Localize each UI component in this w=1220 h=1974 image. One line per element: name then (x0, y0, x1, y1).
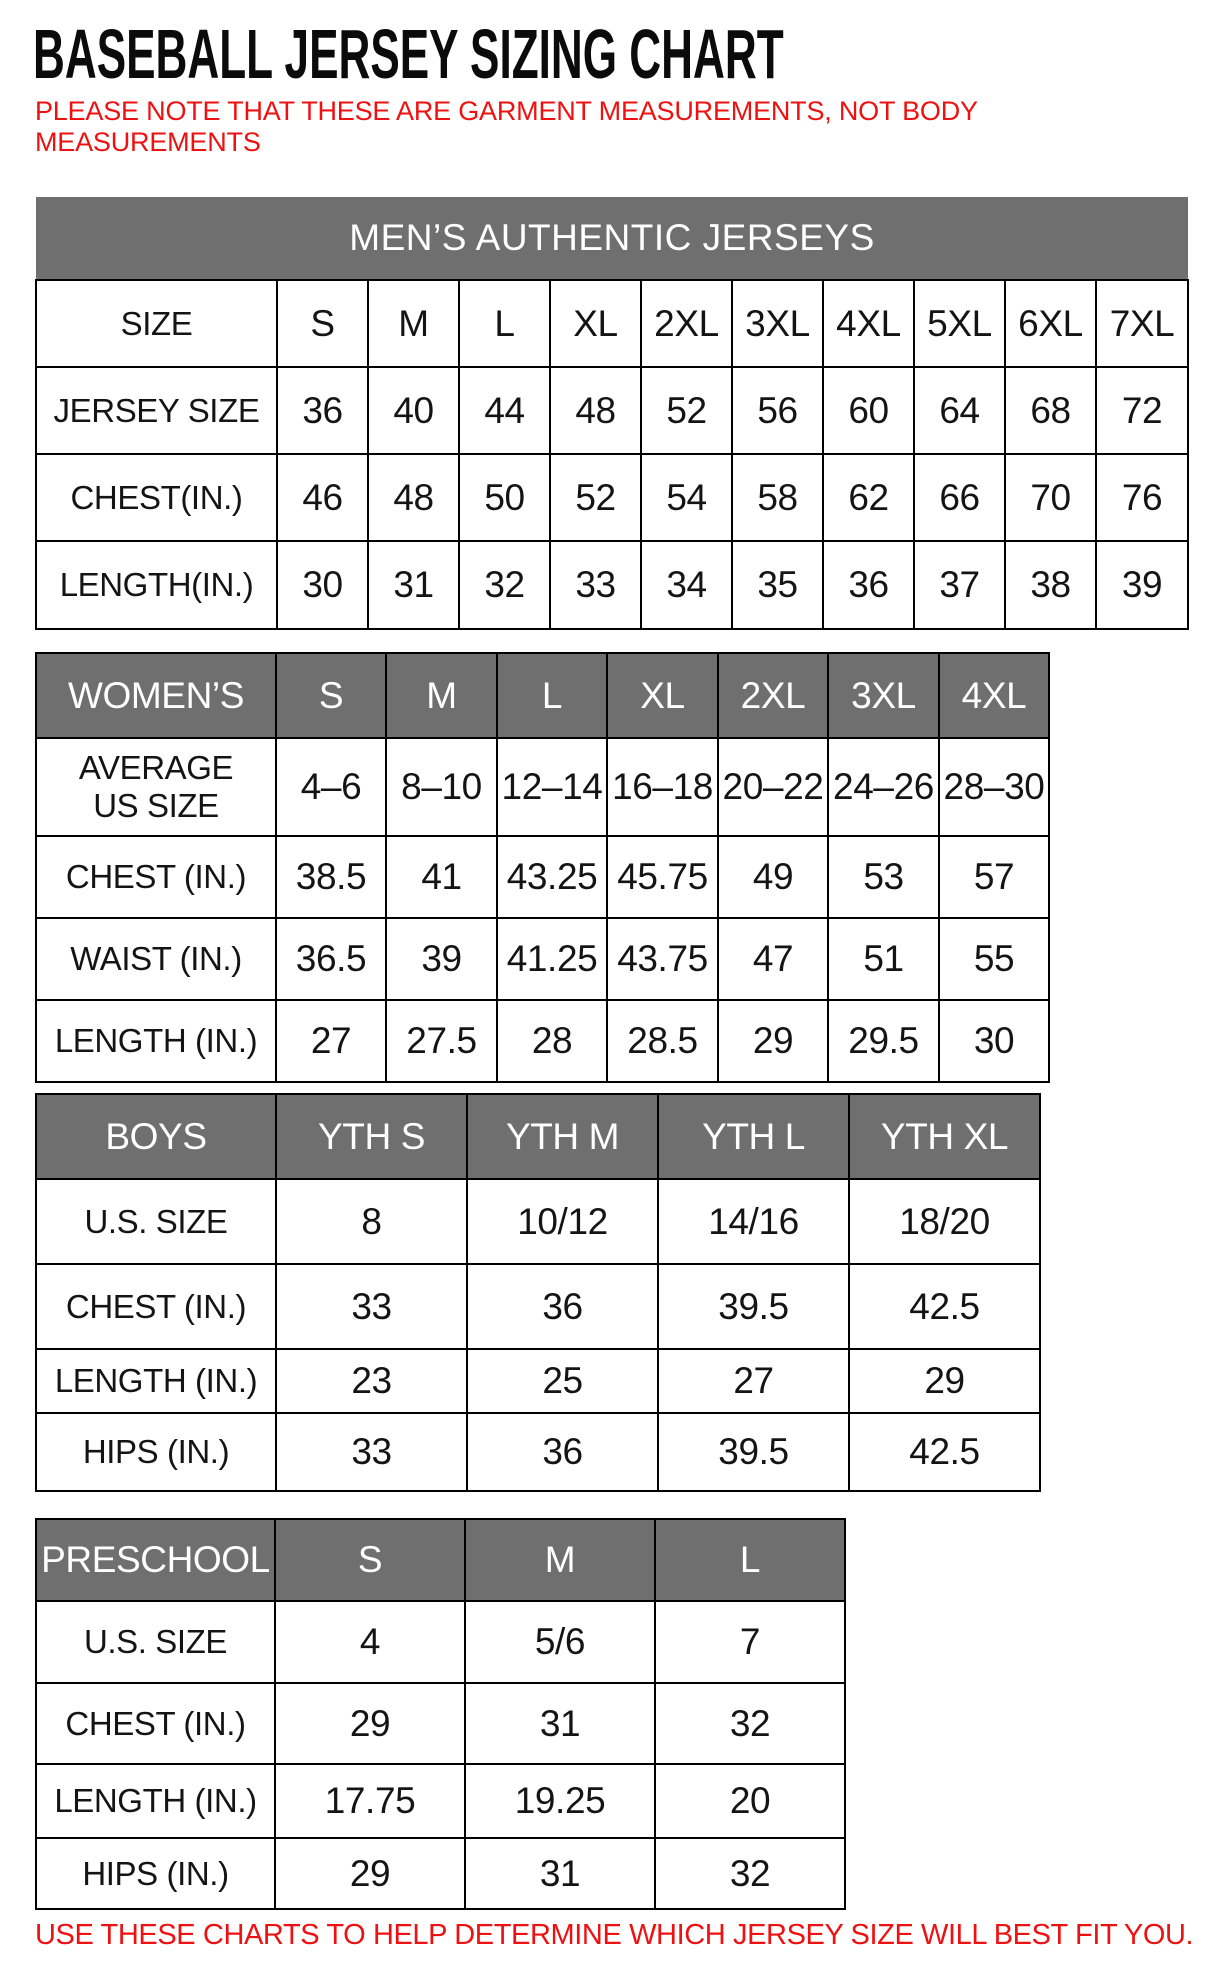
cell-value: 14/16 (658, 1179, 849, 1264)
row-label: LENGTH (IN.) (36, 1000, 276, 1082)
cell-value: 47 (718, 918, 828, 1000)
row-label: U.S. SIZE (36, 1601, 275, 1683)
cell-value: 60 (823, 367, 914, 454)
cell-value: 56 (732, 367, 823, 454)
cell-value: 32 (459, 541, 550, 629)
mens-table (35, 197, 1189, 630)
table-title: BOYS (36, 1094, 276, 1179)
garment-measurement-note (35, 96, 978, 158)
cell-value: 57 (939, 836, 1049, 918)
cell-value: 7 (655, 1601, 845, 1683)
cell-value: 35 (732, 541, 823, 629)
cell-value: 52 (641, 367, 732, 454)
row-label: SIZE (36, 280, 277, 367)
table-row (36, 454, 1188, 541)
note-line-1: PLEASE NOTE THAT THESE ARE GARMENT MEASUREMENTS, NOT BODY (35, 96, 978, 126)
cell-value: 33 (276, 1413, 467, 1491)
footer-note: USE THESE CHARTS TO HELP DETERMINE WHICH JERSEY SIZE WILL BEST FIT YOU. (35, 1919, 1194, 1951)
table-header-row (36, 197, 1188, 280)
row-label: U.S. SIZE (36, 1179, 276, 1264)
cell-value: 33 (550, 541, 641, 629)
cell-value: 49 (718, 836, 828, 918)
mens-sizing-table (35, 197, 1189, 630)
table-row (36, 367, 1188, 454)
womens-table (35, 652, 1050, 1083)
womens-sizing-table (35, 652, 1050, 1083)
size-column-header: XL (607, 653, 718, 738)
cell-value: M (368, 280, 459, 367)
preschool-table (35, 1518, 846, 1910)
cell-value: 43.75 (607, 918, 718, 1000)
cell-value: 27 (276, 1000, 386, 1082)
cell-value: 7XL (1096, 280, 1188, 367)
cell-value: 12–14 (497, 738, 607, 836)
row-label: AVERAGE US SIZE (36, 738, 276, 836)
cell-value: 2XL (641, 280, 732, 367)
cell-value: 38 (1005, 541, 1096, 629)
cell-value: 46 (277, 454, 368, 541)
row-label: HIPS (IN.) (36, 1413, 276, 1491)
cell-value: 42.5 (849, 1264, 1040, 1349)
row-label: LENGTH (IN.) (36, 1764, 275, 1838)
row-label: JERSEY SIZE (36, 367, 277, 454)
cell-value: 18/20 (849, 1179, 1040, 1264)
table-row (36, 1179, 1040, 1264)
cell-value: 27.5 (386, 1000, 497, 1082)
cell-value: 30 (277, 541, 368, 629)
size-column-header: L (655, 1519, 845, 1601)
cell-value: 31 (465, 1683, 655, 1764)
table-title: WOMEN’S (36, 653, 276, 738)
cell-value: 40 (368, 367, 459, 454)
cell-value: 4XL (823, 280, 914, 367)
row-label: LENGTH(IN.) (36, 541, 277, 629)
cell-value: S (277, 280, 368, 367)
table-header-row (36, 1094, 1040, 1179)
cell-value: 55 (939, 918, 1049, 1000)
row-label: CHEST (IN.) (36, 1264, 276, 1349)
cell-value: 27 (658, 1349, 849, 1413)
row-label: CHEST (IN.) (36, 1683, 275, 1764)
cell-value: 19.25 (465, 1764, 655, 1838)
table-title: MEN’S AUTHENTIC JERSEYS (36, 197, 1188, 280)
table-row (36, 1000, 1049, 1082)
table-row (36, 541, 1188, 629)
row-label: CHEST (IN.) (36, 836, 276, 918)
cell-value: 6XL (1005, 280, 1096, 367)
size-column-header: 4XL (939, 653, 1049, 738)
row-label: HIPS (IN.) (36, 1838, 275, 1909)
cell-value: 16–18 (607, 738, 718, 836)
cell-value: 24–26 (828, 738, 939, 836)
cell-value: 48 (550, 367, 641, 454)
table-header-row (36, 653, 1049, 738)
size-column-header: L (497, 653, 607, 738)
cell-value: 4–6 (276, 738, 386, 836)
cell-value: 31 (368, 541, 459, 629)
table-row (36, 1683, 845, 1764)
cell-value: 36 (277, 367, 368, 454)
cell-value: 45.75 (607, 836, 718, 918)
cell-value: 62 (823, 454, 914, 541)
row-label: CHEST(IN.) (36, 454, 277, 541)
cell-value: XL (550, 280, 641, 367)
table-header-row (36, 1519, 845, 1601)
cell-value: 48 (368, 454, 459, 541)
table-row (36, 738, 1049, 836)
cell-value: 50 (459, 454, 550, 541)
cell-value: 58 (732, 454, 823, 541)
cell-value: 53 (828, 836, 939, 918)
cell-value: 29.5 (828, 1000, 939, 1082)
table-row (36, 1349, 1040, 1413)
table-row (36, 1764, 845, 1838)
cell-value: 33 (276, 1264, 467, 1349)
cell-value: 36 (823, 541, 914, 629)
cell-value: 20–22 (718, 738, 828, 836)
cell-value: 8–10 (386, 738, 497, 836)
cell-value: 39.5 (658, 1264, 849, 1349)
cell-value: 43.25 (497, 836, 607, 918)
boys-sizing-table (35, 1093, 1041, 1492)
cell-value: 5XL (914, 280, 1005, 367)
cell-value: 70 (1005, 454, 1096, 541)
table-row (36, 280, 1188, 367)
cell-value: 8 (276, 1179, 467, 1264)
table-row (36, 1601, 845, 1683)
cell-value: 4 (275, 1601, 465, 1683)
size-column-header: YTH M (467, 1094, 658, 1179)
table-row (36, 1413, 1040, 1491)
row-label: WAIST (IN.) (36, 918, 276, 1000)
cell-value: 29 (275, 1683, 465, 1764)
cell-value: 64 (914, 367, 1005, 454)
table-row (36, 836, 1049, 918)
cell-value: 17.75 (275, 1764, 465, 1838)
size-column-header: S (276, 653, 386, 738)
size-column-header: 2XL (718, 653, 828, 738)
cell-value: 5/6 (465, 1601, 655, 1683)
cell-value: 44 (459, 367, 550, 454)
cell-value: 32 (655, 1838, 845, 1909)
size-column-header: YTH L (658, 1094, 849, 1179)
cell-value: 39 (1096, 541, 1188, 629)
preschool-sizing-table (35, 1518, 846, 1910)
cell-value: 38.5 (276, 836, 386, 918)
cell-value: 54 (641, 454, 732, 541)
cell-value: 3XL (732, 280, 823, 367)
cell-value: 34 (641, 541, 732, 629)
cell-value: 37 (914, 541, 1005, 629)
size-column-header: 3XL (828, 653, 939, 738)
table-row (36, 1264, 1040, 1349)
cell-value: 36.5 (276, 918, 386, 1000)
size-column-header: M (386, 653, 497, 738)
cell-value: 10/12 (467, 1179, 658, 1264)
cell-value: 41 (386, 836, 497, 918)
cell-value: 36 (467, 1413, 658, 1491)
cell-value: 20 (655, 1764, 845, 1838)
cell-value: 28 (497, 1000, 607, 1082)
cell-value: 41.25 (497, 918, 607, 1000)
size-column-header: M (465, 1519, 655, 1601)
size-column-header: YTH XL (849, 1094, 1040, 1179)
cell-value: 52 (550, 454, 641, 541)
cell-value: 28.5 (607, 1000, 718, 1082)
cell-value: 39 (386, 918, 497, 1000)
note-line-2: MEASUREMENTS (35, 127, 261, 157)
table-title: PRESCHOOL (36, 1519, 275, 1601)
boys-table (35, 1093, 1041, 1492)
row-label: LENGTH (IN.) (36, 1349, 276, 1413)
cell-value: 29 (275, 1838, 465, 1909)
page-title: BASEBALL JERSEY SIZING CHART (33, 15, 784, 93)
size-column-header: S (275, 1519, 465, 1601)
cell-value: 39.5 (658, 1413, 849, 1491)
cell-value: 36 (467, 1264, 658, 1349)
table-row (36, 1838, 845, 1909)
cell-value: 76 (1096, 454, 1188, 541)
cell-value: 66 (914, 454, 1005, 541)
cell-value: 28–30 (939, 738, 1049, 836)
cell-value: 32 (655, 1683, 845, 1764)
cell-value: 68 (1005, 367, 1096, 454)
cell-value: 29 (849, 1349, 1040, 1413)
size-column-header: YTH S (276, 1094, 467, 1179)
cell-value: 42.5 (849, 1413, 1040, 1491)
cell-value: 51 (828, 918, 939, 1000)
cell-value: L (459, 280, 550, 367)
cell-value: 25 (467, 1349, 658, 1413)
table-row (36, 918, 1049, 1000)
cell-value: 72 (1096, 367, 1188, 454)
cell-value: 23 (276, 1349, 467, 1413)
cell-value: 30 (939, 1000, 1049, 1082)
cell-value: 31 (465, 1838, 655, 1909)
cell-value: 29 (718, 1000, 828, 1082)
